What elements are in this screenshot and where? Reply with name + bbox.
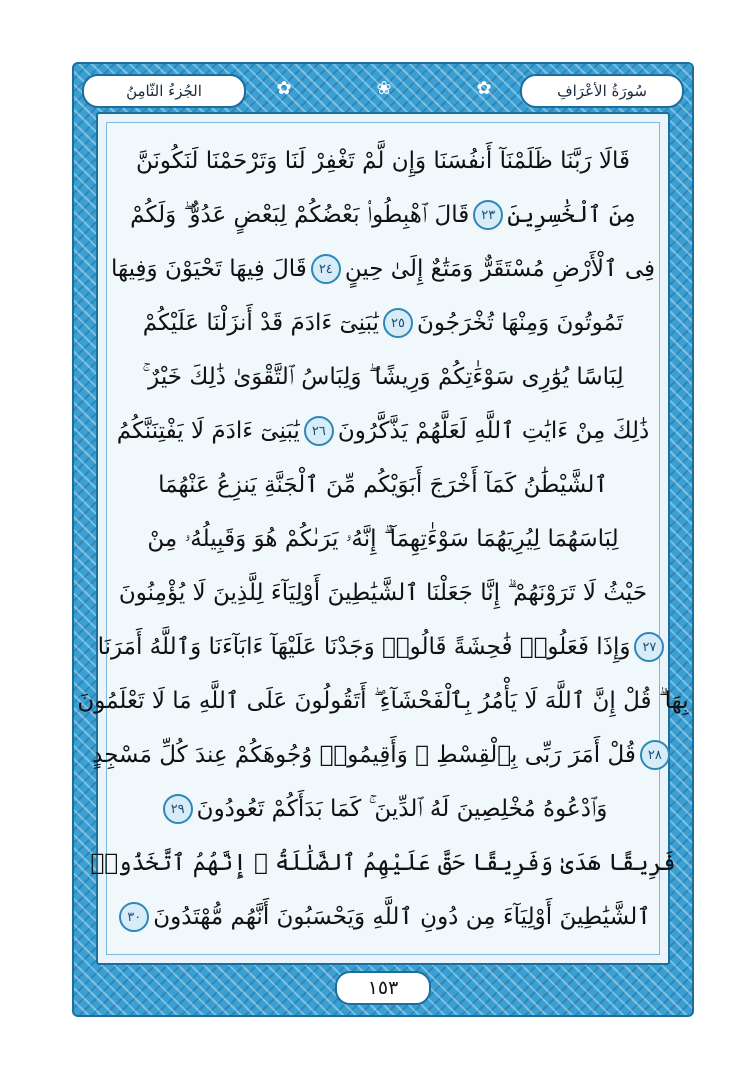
ornament-icon: ✿: [476, 78, 492, 99]
juz-label: الجُزءُ الثّامِنُ: [82, 74, 246, 108]
verse-text: قَالَ فِيهَا تَحْيَوْنَ وَفِيهَا: [111, 256, 307, 282]
verse-line: [97, 623, 657, 671]
verse-text: فَرِيقًا هَدَىٰ وَفَرِيقًا حَقَّ عَلَيْهِمُ ٱلضَّلَٰلَةُ ۗ إِنَّهُمُ ٱتَّخَذُوا۟: [90, 850, 676, 876]
verse-line: [116, 407, 650, 455]
verse-text: ٱلشَّيْطَٰنُ كَمَآ أَخْرَجَ أَبَوَيْكُم مِّنَ ٱلْجَنَّةِ يَنزِعُ عَنْهُمَا: [158, 472, 608, 498]
ayah-number-marker: ٢٥: [383, 308, 413, 338]
ayah-number-marker: ٢٣: [473, 200, 503, 230]
verse-line: [127, 461, 639, 509]
verse-text: فِى ٱلْأَرْضِ مُسْتَقَرٌّ وَمَتَٰعٌ إِلَىٰ حِينٍ: [344, 256, 655, 282]
ayah-number-marker: ٢٦: [304, 416, 334, 446]
ayah-number-marker: ٣٠: [119, 902, 149, 932]
verse-text: قَالَ ٱهْبِطُوا۟ بَعْضُكُمْ لِبَعْضٍ عَدُوٌّ ۖ وَلَكُمْ: [130, 202, 470, 228]
text-frame: [77, 112, 689, 965]
verse-line: [127, 515, 639, 563]
verse-text: لِبَاسَهُمَا لِيُرِيَهُمَا سَوْءَٰتِهِمَآ ۗ إِنَّهُۥ يَرَىٰكُمْ هُوَ وَقَبِيلُهُۥ مِنْ: [147, 526, 619, 552]
verse-line: [90, 839, 676, 887]
verse-text: بِهَا ۗ قُلْ إِنَّ ٱللَّهَ لَا يَأْمُرُ بِٱلْفَحْشَآءِ ۖ أَتَقُولُونَ عَلَى ٱللَّهِ مَا لَا تَعْلَمُونَ: [77, 688, 689, 714]
verse-line: [127, 299, 639, 347]
verse-text: ٱلشَّيَٰطِينَ أَوْلِيَآءَ مِن دُونِ ٱللَّهِ وَيَحْسَبُونَ أَنَّهُم مُّهْتَدُونَ: [153, 904, 651, 930]
verse-line: [111, 245, 655, 293]
verse-text: قَالَا رَبَّنَا ظَلَمْنَآ أَنفُسَنَا وَإِن لَّمْ تَغْفِرْ لَنَا وَتَرْحَمْنَا لَنَكُونَنَّ: [135, 148, 631, 174]
verse-text: حَيْثُ لَا تَرَوْنَهُمْ ۗ إِنَّا جَعَلْنَا ٱلشَّيَٰطِينَ أَوْلِيَآءَ لِلَّذِينَ لَا يُؤْمِنُونَ: [118, 580, 648, 606]
verse-line: [127, 893, 651, 941]
verse-line: [127, 191, 639, 239]
verse-text: مِنَ ٱلْخَٰسِرِينَ: [507, 202, 636, 228]
verse-text: يَٰبَنِىٓ ءَادَمَ قَدْ أَنزَلْنَا عَلَيْكُمْ: [142, 310, 379, 336]
verse-line: [127, 137, 639, 185]
verse-text: قُلْ أَمَرَ رَبِّى بِٱلْقِسْطِ ۖ وَأَقِيمُوا۟ وُجُوهَكُمْ عِندَ كُلِّ مَسْجِدٍ: [92, 742, 636, 768]
verse-line: [127, 785, 639, 833]
ayah-number-marker: ٢٩: [163, 794, 193, 824]
verse-line: [92, 731, 662, 779]
page-number: ١٥٣: [335, 971, 431, 1005]
ayah-number-marker: ٢٧: [634, 632, 664, 662]
verse-text: ذَٰلِكَ مِنْ ءَايَٰتِ ٱللَّهِ لَعَلَّهُمْ يَذَّكَّرُونَ: [337, 418, 650, 444]
ayah-number-marker: ٢٤: [311, 254, 341, 284]
surah-label: سُورَةُ الأعْرَافِ: [520, 74, 684, 108]
ayah-number-marker: ٢٨: [640, 740, 670, 770]
ornament-icon: ✿: [276, 78, 292, 99]
verse-text: وَٱدْعُوهُ مُخْلِصِينَ لَهُ ٱلدِّينَ ۚ كَمَا بَدَأَكُمْ تَعُودُونَ: [196, 796, 608, 822]
verse-text: يَٰبَنِىٓ ءَادَمَ لَا يَفْتِنَنَّكُمُ: [116, 418, 300, 444]
verse-text-area: [77, 122, 689, 955]
verse-line: [127, 353, 639, 401]
verse-text: وَإِذَا فَعَلُوا۟ فَٰحِشَةً قَالُوا۟ وَجَدْنَا عَلَيْهَآ ءَابَآءَنَا وَٱللَّهُ أَمَرَنَا: [97, 634, 631, 660]
page-frame: [72, 62, 694, 1017]
verse-line: [118, 569, 648, 617]
verse-text: تَمُوتُونَ وَمِنْهَا تُخْرَجُونَ: [416, 310, 624, 336]
verse-line: [77, 677, 689, 725]
ornament-icon: ❀: [376, 78, 392, 99]
verse-text: لِبَاسًا يُوَٰرِى سَوْءَٰتِكُمْ وَرِيشًا ۖ وَلِبَاسُ ٱلتَّقْوَىٰ ذَٰلِكَ خَيْرٌ ۚ: [142, 364, 624, 390]
